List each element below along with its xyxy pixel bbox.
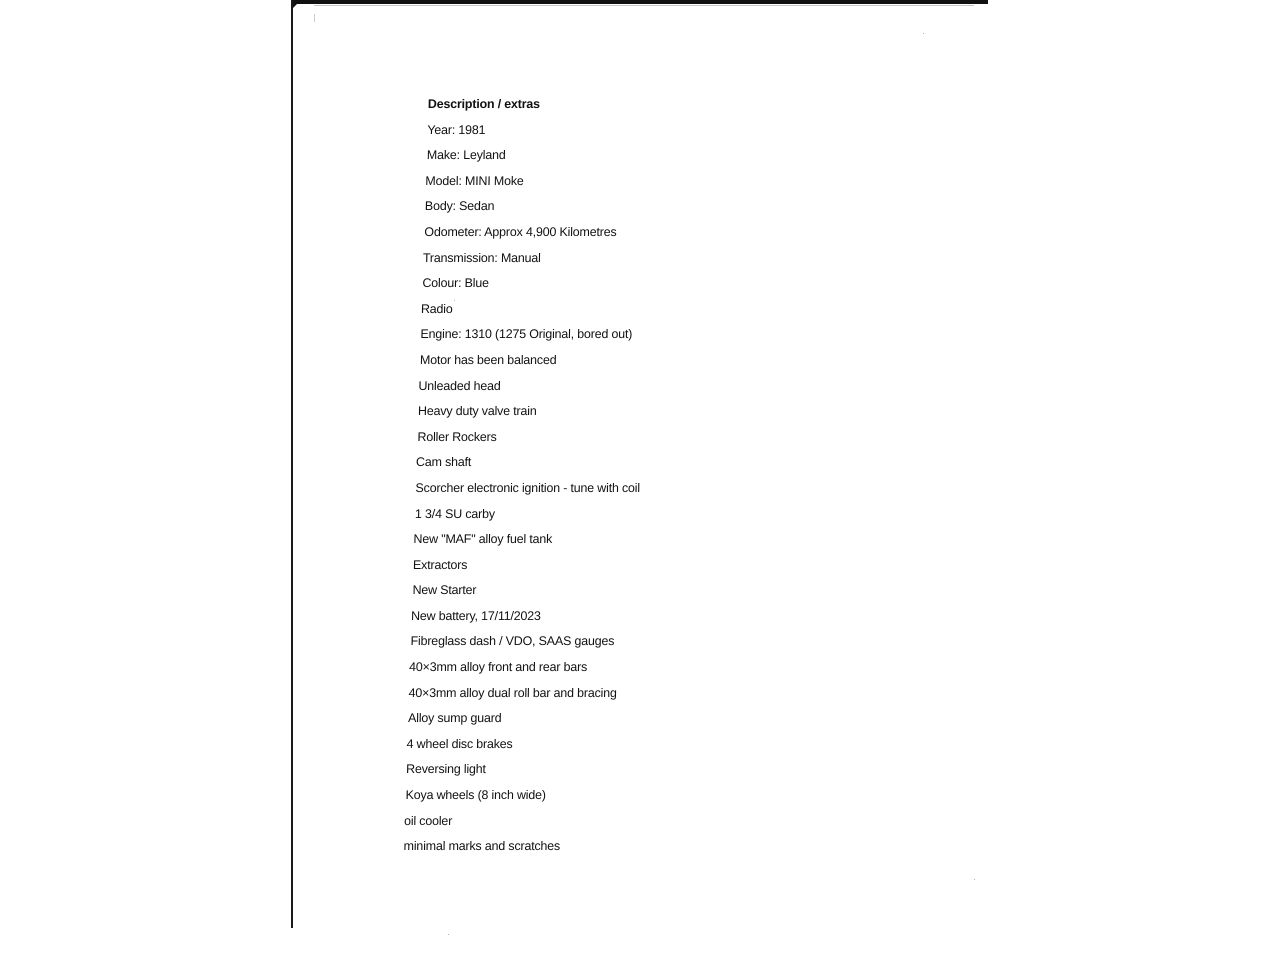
list-item: Colour: Blue — [422, 276, 489, 291]
list-item: Reversing light — [405, 762, 486, 777]
list-item: Body: Sedan — [424, 199, 495, 214]
list-item: Odometer: Approx 4,900 Kilometres — [424, 224, 617, 239]
list-item: 4 wheel disc brakes — [406, 736, 513, 751]
list-item: 40×3mm alloy front and rear bars — [408, 660, 588, 675]
scan-faint-line — [314, 5, 974, 6]
list-item: Model: MINI Moke — [425, 173, 524, 188]
list-item: Cam shaft — [415, 455, 472, 470]
extras-list — [403, 122, 837, 864]
list-item: Fibreglass dash / VDO, SAAS gauges — [410, 634, 615, 649]
list-item: oil cooler — [403, 813, 453, 828]
list-item: 40×3mm alloy dual roll bar and bracing — [408, 685, 617, 700]
list-item: Radio — [420, 301, 453, 316]
document-title: Description / extras — [427, 97, 541, 111]
list-item: Motor has been balanced — [419, 352, 557, 367]
list-item: Unleaded head — [418, 378, 501, 393]
list-item: Scorcher electronic ignition - tune with coil — [415, 480, 641, 495]
scan-top-edge — [291, 0, 988, 4]
list-item: Heavy duty valve train — [417, 404, 537, 419]
list-item: Transmission: Manual — [422, 250, 541, 265]
list-item: Year: 1981 — [427, 122, 486, 137]
scan-speck — [448, 934, 449, 935]
list-item: New Starter — [412, 583, 477, 598]
list-item: minimal marks and scratches — [403, 839, 561, 854]
list-item: New "MAF" alloy fuel tank — [413, 532, 553, 547]
list-item: 1 3/4 SU carby — [414, 506, 496, 521]
list-item: Engine: 1310 (1275 Original, bored out) — [420, 327, 633, 342]
list-item: Extractors — [412, 557, 468, 572]
list-item: New battery, 17/11/2023 — [410, 608, 541, 623]
list-item: Alloy sump guard — [407, 711, 502, 726]
scan-left-edge — [291, 0, 293, 928]
scan-speck — [314, 14, 315, 22]
description-document — [403, 96, 838, 864]
scan-speck — [974, 879, 975, 880]
scan-speck — [923, 33, 924, 34]
list-item: Koya wheels (8 inch wide) — [405, 788, 546, 803]
list-item: Roller Rockers — [417, 429, 497, 444]
list-item: Make: Leyland — [426, 148, 506, 163]
